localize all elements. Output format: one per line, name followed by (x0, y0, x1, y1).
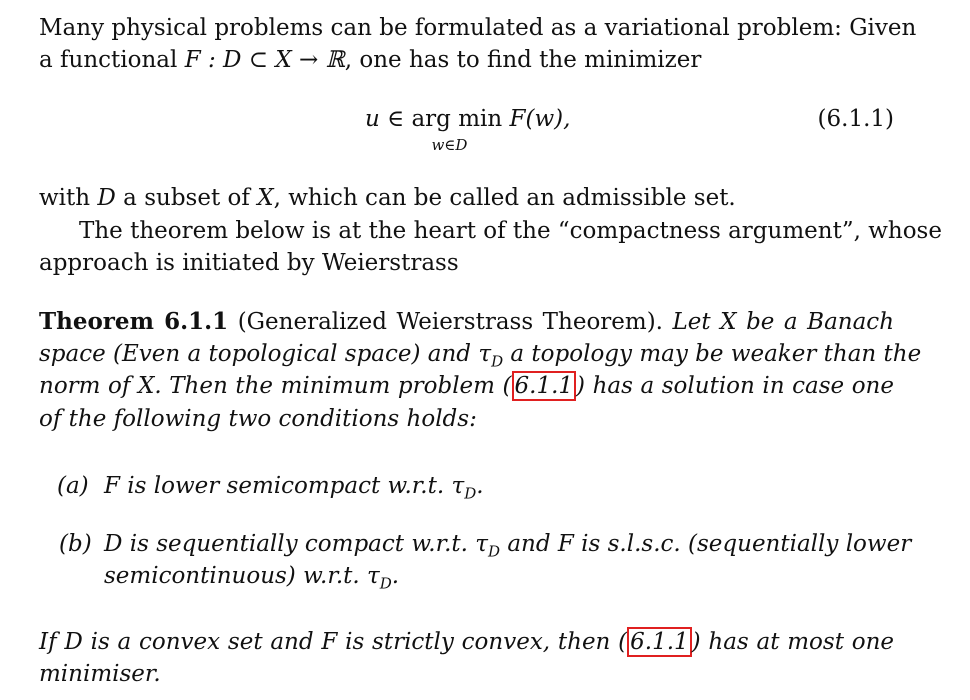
theorem-line3: norm of X. Then the minimum problem ( 6.1.1 ) has a solution in case one (39, 373, 894, 399)
para2-line3: approach is initiated by Weierstrass (39, 250, 459, 276)
para1-line2 (39, 44, 701, 76)
eq-lhs: u ∈ (365, 106, 412, 132)
para1-line2-pre: a functional (39, 47, 185, 73)
item-a-label: (a) (57, 473, 89, 499)
theorem-title: (Generalized Weierstrass Theorem). (237, 309, 663, 335)
para2-line1: with D a subset of X, which can be called an admissible set. (39, 185, 736, 211)
theorem-line4: of the following two conditions holds: (39, 406, 477, 432)
equation-ref-link-2[interactable]: 6.1.1 (627, 627, 692, 657)
equation-6-1-1 (365, 106, 571, 154)
uniqueness-line1: If D is a convex set and F is strictly convex, then ( 6.1.1 ) has at most one (39, 629, 894, 655)
functional-math: F : D ⊂ X → ℝ (184, 47, 345, 73)
equation-ref-link[interactable]: 6.1.1 (512, 371, 577, 401)
item-b-line2: semicontinuous) w.r.t. $\tau_D$. (104, 563, 400, 593)
item-b-label: (b) (59, 531, 92, 557)
argmin-subscript: w∈D (431, 136, 468, 154)
theorem-line2: space (Even a topological space) and $\tau_D$ a topology may be weaker than the (39, 341, 922, 371)
para1-line2-post: , one has to find the minimizer (344, 47, 702, 73)
item-b-line1: D is sequentially compact w.r.t. $\tau_D$ and F is s.l.s.c. (sequentially lower (104, 531, 912, 561)
eq-rhs: F(w), (502, 106, 571, 132)
theorem-header: Theorem 6.1.1 (Generalized Weierstrass Theorem). Let X be a Banach (39, 308, 895, 335)
equation-number: (6.1.1) (817, 106, 894, 132)
argmin-operator: arg min w∈D (411, 106, 503, 154)
para2-line2: The theorem below is at the heart of the “compactness argument”, whose (79, 218, 942, 244)
theorem-label: Theorem 6.1.1 (39, 308, 229, 335)
para1-line1: Many physical problems can be formulated as a variational problem: Given (39, 15, 917, 41)
uniqueness-line2: minimiser. (39, 661, 161, 687)
item-a-text: F is lower semicompact w.r.t. $\tau_D$. (104, 473, 484, 503)
